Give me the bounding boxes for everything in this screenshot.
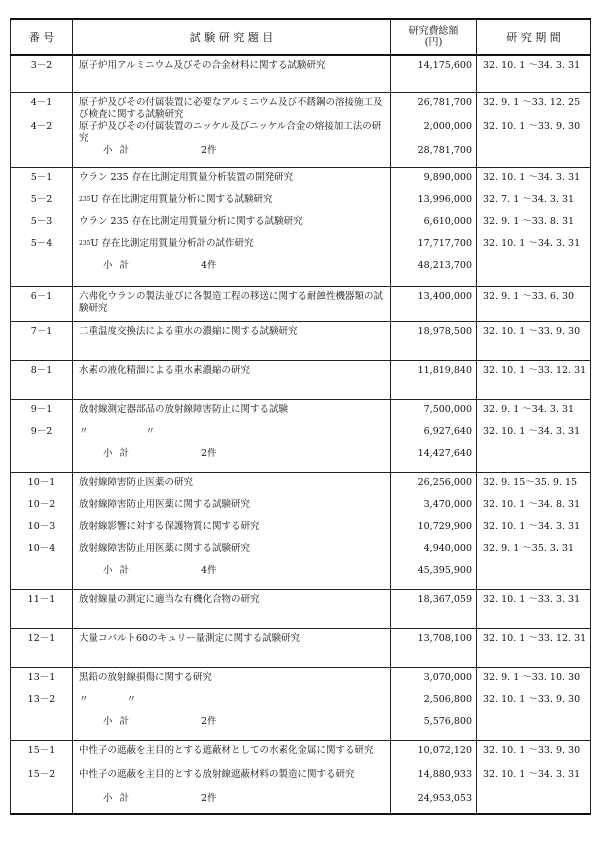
period-cell [477, 322, 591, 361]
project-title-text: 黒鉛の放射線損傷に関する研究 [79, 672, 213, 683]
amount-cell [391, 168, 477, 287]
subtotal-spacer [477, 448, 590, 464]
project-number: 4－2 [30, 121, 53, 132]
subtotal-spacer [477, 260, 590, 276]
period-cell [477, 590, 591, 629]
period-cell [477, 400, 591, 473]
number-cell [11, 629, 73, 668]
project-title-text: 放射線障害防止用医薬に関する試験研究 [79, 499, 251, 510]
project-amount: 18,367,059 [417, 594, 472, 605]
project-title-text: 放射線量の測定に適当な有機化合物の研究 [79, 594, 260, 605]
project-number: 11－1 [27, 594, 56, 605]
project-number: 3－2 [30, 60, 53, 71]
subtotal-count: 2件 [201, 793, 217, 804]
project-period: 32. 9. 1 ～35. 3. 31 [483, 543, 575, 554]
project-period: 32. 9. 1 ～33. 6. 30 [483, 291, 575, 302]
row-group [11, 668, 591, 741]
subtotal-spacer [477, 145, 590, 161]
project-title [73, 694, 390, 716]
project-period: 32. 10. 1 ～34. 3. 31 [483, 60, 581, 71]
project-period: 32. 10. 1 ～33. 3. 31 [483, 594, 581, 605]
project-title-text: 原子炉及びその付属装置のニッケル及びニッケル合金の熔接加工法の研究 [79, 121, 382, 144]
project-amount: 26,256,000 [417, 477, 472, 488]
subtotal-label: 小 計 [103, 448, 132, 459]
project-period: 32. 7. 1 ～34. 3. 31 [483, 194, 575, 205]
period-cell [477, 668, 591, 741]
project-period: 32. 10. 1 ～34. 3. 31 [483, 238, 581, 249]
project-period: 32. 10. 1 ～33. 9. 30 [483, 326, 581, 337]
subtotal-spacer [477, 716, 590, 732]
project-title-text: 大量コバルト60のキュリー量測定に関する試験研究 [79, 633, 301, 644]
project-amount: 2,000,000 [423, 121, 472, 132]
period-cell [477, 168, 591, 287]
subtotal-spacer [11, 565, 72, 581]
period-cell [477, 287, 591, 322]
project-period: 32. 9. 1 ～34. 3. 31 [483, 404, 575, 415]
row-group [11, 400, 591, 473]
title-cell [73, 361, 391, 400]
title-cell [73, 168, 391, 287]
subtotal-label: 小 計 [103, 145, 132, 156]
row-group [11, 322, 591, 361]
amount-cell [391, 400, 477, 473]
project-title [73, 633, 390, 655]
project-title [73, 216, 390, 238]
project-title [73, 745, 390, 769]
project-title [73, 769, 390, 793]
project-title [73, 594, 390, 616]
project-number: 10－3 [27, 521, 56, 532]
project-number: 7－1 [30, 326, 53, 337]
research-budget-table [10, 18, 591, 815]
project-title-text: 原子炉及びその付属装置に必要なアルミニウム及び不銹鋼の溶接施工及び検査に関する試験研究 [79, 97, 383, 120]
period-cell [477, 55, 591, 93]
row-group [11, 55, 591, 93]
project-title [73, 543, 390, 565]
project-number: 8－1 [30, 365, 53, 376]
project-number: 9－1 [30, 404, 53, 415]
project-amount: 17,717,700 [417, 238, 472, 249]
subtotal-amount: 24,953,053 [417, 793, 472, 804]
project-period: 32. 10. 1 ～33. 9. 30 [483, 745, 581, 756]
project-title-text: ウラン 235 存在比測定用質量分析装置の開発研究 [79, 172, 294, 183]
header-number: 番 号 [11, 19, 73, 55]
project-amount: 6,610,000 [423, 216, 472, 227]
number-cell [11, 361, 73, 400]
amount-cell [391, 741, 477, 815]
number-cell [11, 590, 73, 629]
project-amount: 14,880,933 [417, 769, 472, 780]
subtotal-row [73, 793, 390, 809]
project-title-text: 放射線障害防止医薬の研究 [79, 477, 194, 488]
project-title-text: 放射線測定器部品の放射線障害防止に関する試験 [79, 404, 289, 415]
subtotal-amount: 28,781,700 [417, 145, 472, 156]
period-cell [477, 741, 591, 815]
project-title-text: 放射線障害防止用医薬に関する試験研究 [79, 543, 251, 554]
amount-cell [391, 322, 477, 361]
row-group [11, 629, 591, 668]
project-number: 15－2 [27, 769, 56, 780]
project-title [73, 238, 390, 260]
subtotal-spacer [11, 448, 72, 464]
project-title [73, 477, 390, 499]
project-amount: 9,890,000 [423, 172, 472, 183]
project-period: 32. 10. 1 ～33. 12. 31 [483, 365, 587, 376]
subtotal-spacer [11, 716, 72, 732]
row-group [11, 590, 591, 629]
project-title [73, 172, 390, 194]
title-cell [73, 741, 391, 815]
subtotal-count: 4件 [201, 260, 217, 271]
subtotal-spacer [11, 260, 72, 276]
amount-cell [391, 473, 477, 590]
project-period: 32. 9. 1 ～33. 12. 25 [483, 97, 581, 108]
project-amount: 6,927,640 [423, 426, 472, 437]
project-number: 10－2 [27, 499, 56, 510]
row-group [11, 473, 591, 590]
title-cell [73, 93, 391, 168]
project-amount: 10,729,900 [417, 521, 472, 532]
isotope-superscript: 235 [79, 240, 91, 247]
subtotal-spacer [477, 793, 590, 809]
project-title-text: 二重温度交換法による重水の濃縮に関する試験研究 [79, 326, 298, 337]
header-period: 研 究 期 間 [477, 19, 591, 55]
number-cell [11, 55, 73, 93]
project-number: 12－1 [27, 633, 56, 644]
project-number: 15－1 [27, 745, 56, 756]
project-amount: 10,072,120 [417, 745, 472, 756]
subtotal-spacer [11, 145, 72, 161]
subtotal-count: 2件 [201, 448, 217, 459]
project-number: 6－1 [30, 291, 53, 302]
project-title [73, 426, 390, 448]
project-period: 32. 10. 1 ～34. 3. 31 [483, 426, 581, 437]
project-amount: 3,070,000 [423, 672, 472, 683]
number-cell [11, 741, 73, 815]
project-title [73, 326, 390, 348]
project-title-text: 中性子の遮蔽を主目的とする遮蔽材としての水素化金属に関する研究 [79, 745, 374, 756]
project-period: 32. 10. 1 ～34. 8. 31 [483, 499, 581, 510]
title-cell [73, 590, 391, 629]
period-cell [477, 361, 591, 400]
isotope-superscript: 235 [79, 196, 91, 203]
project-number: 5－2 [30, 194, 53, 205]
project-title-text: 原子炉用アルミニウム及びその合金材料に関する試験研究 [79, 60, 326, 71]
title-cell [73, 473, 391, 590]
project-period: 32. 10. 1 ～34. 3. 31 [483, 521, 581, 532]
project-title-text: 〃 〃 [79, 694, 137, 705]
title-cell [73, 322, 391, 361]
subtotal-spacer [477, 565, 590, 581]
subtotal-row [73, 145, 390, 161]
project-title-text: U 存在比測定用質量分析計の試作研究 [90, 238, 254, 249]
project-amount: 13,708,100 [417, 633, 472, 644]
subtotal-spacer [11, 793, 72, 809]
project-title-text: 〃 〃 [79, 426, 156, 437]
project-amount: 18,978,500 [417, 326, 472, 337]
subtotal-row [73, 448, 390, 464]
number-cell [11, 400, 73, 473]
subtotal-count: 2件 [201, 716, 217, 727]
subtotal-label: 小 計 [103, 793, 132, 804]
project-amount: 13,400,000 [417, 291, 472, 302]
subtotal-row [73, 716, 390, 732]
row-group [11, 287, 591, 322]
number-cell [11, 322, 73, 361]
number-cell [11, 473, 73, 590]
project-title [73, 365, 390, 387]
project-title [73, 521, 390, 543]
amount-cell [391, 93, 477, 168]
subtotal-amount: 48,213,700 [417, 260, 472, 271]
project-number: 5－3 [30, 216, 53, 227]
subtotal-label: 小 計 [103, 716, 132, 727]
project-title-text: 放射線影響に対する保護物質に関する研究 [79, 521, 260, 532]
project-period: 32. 10. 1 ～33. 9. 30 [483, 121, 581, 132]
table-header [11, 19, 591, 55]
project-number: 13－2 [27, 694, 56, 705]
subtotal-count: 2件 [201, 145, 217, 156]
subtotal-row [73, 260, 390, 276]
project-number: 5－1 [30, 172, 53, 183]
project-title [73, 194, 390, 216]
project-title [73, 499, 390, 521]
project-period: 32. 10. 1 ～33. 9. 30 [483, 694, 581, 705]
project-period: 32. 10. 1 ～34. 3. 31 [483, 172, 581, 183]
project-title-text: 中性子の遮蔽を主目的とする放射線遮蔽材料の製造に関する研究 [79, 769, 355, 780]
row-group [11, 93, 591, 168]
project-number: 5－4 [30, 238, 53, 249]
header-amount-unit: (円) [424, 37, 443, 48]
project-amount: 4,940,000 [423, 543, 472, 554]
number-cell [11, 287, 73, 322]
project-amount: 11,819,840 [417, 365, 472, 376]
number-cell [11, 168, 73, 287]
title-cell [73, 287, 391, 322]
project-number: 13－1 [27, 672, 56, 683]
subtotal-amount: 14,427,640 [417, 448, 472, 459]
amount-cell [391, 287, 477, 322]
project-amount: 2,506,800 [423, 694, 472, 705]
project-number: 9－2 [30, 426, 53, 437]
subtotal-amount: 5,576,800 [423, 716, 472, 727]
project-period: 32. 9. 15～35. 9. 15 [483, 477, 578, 488]
project-title [73, 672, 390, 694]
subtotal-row [73, 565, 390, 581]
project-amount: 26,781,700 [417, 97, 472, 108]
project-period: 32. 10. 1 ～34. 3. 31 [483, 769, 581, 780]
row-group [11, 361, 591, 400]
project-period: 32. 9. 1 ～33. 8. 31 [483, 216, 575, 227]
project-number: 4－1 [30, 97, 53, 108]
project-title [73, 404, 390, 426]
project-title [73, 97, 390, 121]
project-title-text: ウラン 235 存在比測定用質量分析に関する試験研究 [79, 216, 303, 227]
amount-cell [391, 629, 477, 668]
period-cell [477, 93, 591, 168]
number-cell [11, 93, 73, 168]
project-title-text: U 存在比測定用質量分析に関する試験研究 [90, 194, 273, 205]
title-cell [73, 55, 391, 93]
project-period: 32. 9. 1 ～33. 10. 30 [483, 672, 581, 683]
header-amount-label: 研究費総額 [408, 26, 459, 37]
title-cell [73, 668, 391, 741]
subtotal-count: 4件 [201, 565, 217, 576]
subtotal-label: 小 計 [103, 260, 132, 271]
period-cell [477, 629, 591, 668]
project-title-text: 水素の液化精溜による重水素濃縮の研究 [79, 365, 251, 376]
title-cell [73, 400, 391, 473]
amount-cell [391, 361, 477, 400]
amount-cell [391, 55, 477, 93]
number-cell [11, 668, 73, 741]
amount-cell [391, 668, 477, 741]
row-group [11, 168, 591, 287]
project-number: 10－4 [27, 543, 56, 554]
title-cell [73, 629, 391, 668]
subtotal-amount: 45,395,900 [417, 565, 472, 576]
project-title-text: 六弗化ウランの製法並びに各製造工程の移送に関する耐蝕性機器類の試験研究 [79, 291, 384, 314]
subtotal-label: 小 計 [103, 565, 132, 576]
period-cell [477, 473, 591, 590]
header-title: 試 験 研 究 題 目 [73, 19, 391, 55]
project-title [73, 291, 390, 315]
amount-cell [391, 590, 477, 629]
project-amount: 13,996,000 [417, 194, 472, 205]
header-amount [391, 19, 477, 55]
project-title [73, 121, 390, 145]
row-group [11, 741, 591, 815]
project-number: 10－1 [27, 477, 56, 488]
project-title [73, 60, 390, 84]
project-amount: 3,470,000 [423, 499, 472, 510]
project-amount: 14,175,600 [417, 60, 472, 71]
project-amount: 7,500,000 [423, 404, 472, 415]
project-period: 32. 10. 1 ～33. 12. 31 [483, 633, 587, 644]
